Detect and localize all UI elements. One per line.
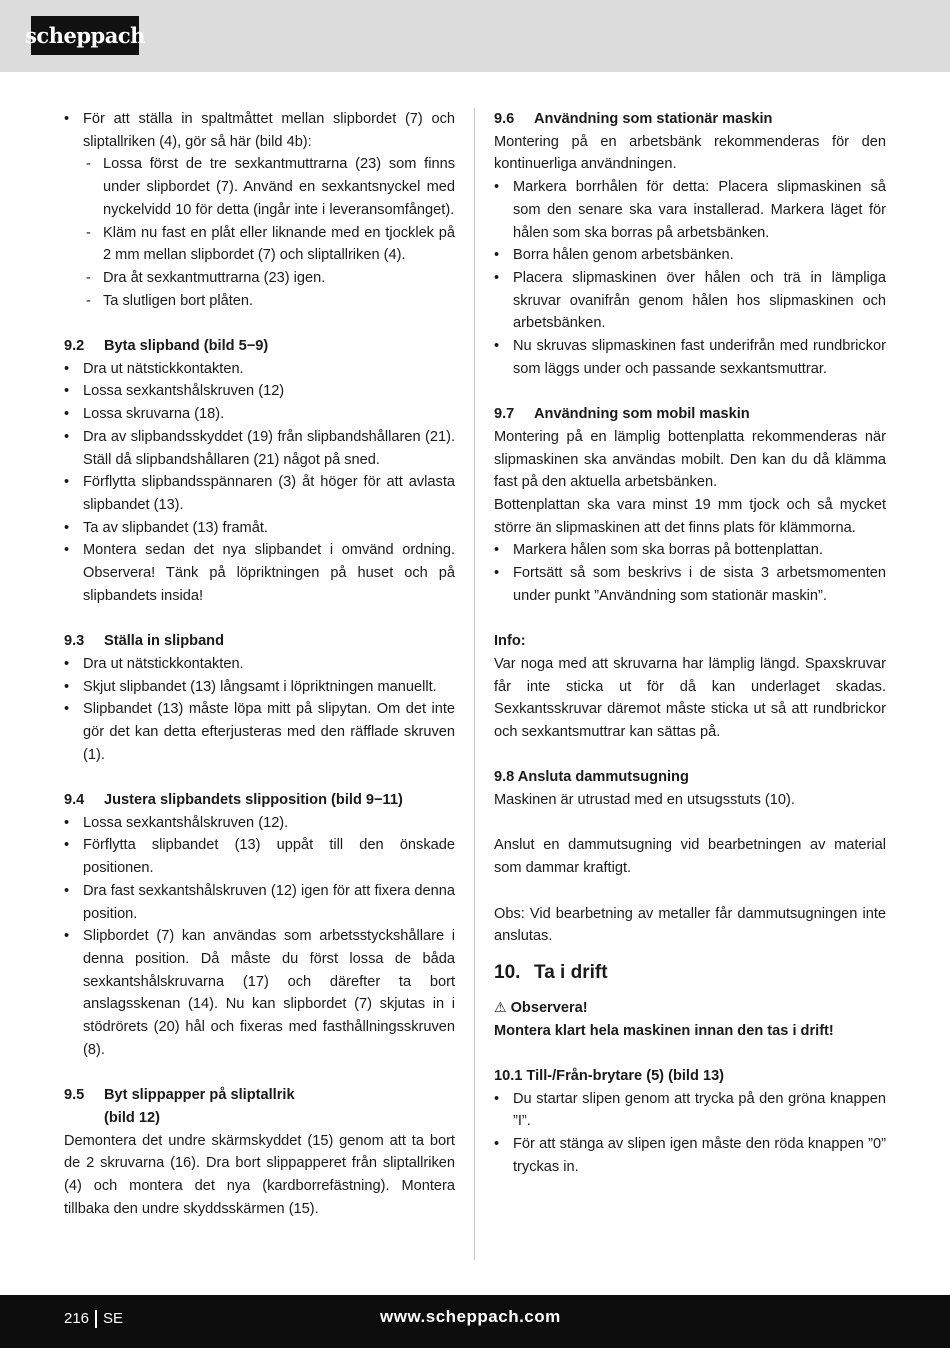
website-url: www.scheppach.com (380, 1307, 561, 1326)
list-item: • Fortsätt så som beskrivs i de sista 3 arbetsmomenten under punkt ”Användning som stationär maskin”. (494, 562, 886, 607)
list-item: • Dra ut nätstickkontakten. (64, 653, 455, 676)
section-heading: 9.4 Justera slipbandets slipposition (bild 9−11) (64, 792, 403, 809)
list-item: - Kläm nu fast en plåt eller liknande med en tjocklek på 2 mm mellan slipbordet (7) och sliptallriken (4). (64, 222, 455, 267)
list-item: • Du startar slipen genom att trycka på den gröna knappen ”I”. (494, 1088, 886, 1133)
paragraph: Bottenplattan ska vara minst 19 mm tjock och så mycket större än slipmaskinen att det finns plats för klämmorna. (494, 496, 886, 536)
column-divider (474, 108, 475, 1260)
page-header (0, 0, 950, 72)
info-heading: Info: (494, 633, 526, 650)
warning-icon: ⚠ (494, 998, 507, 1015)
list-item: • Ta av slipbandet (13) framåt. (64, 517, 455, 540)
list-item: • För att ställa in spaltmåttet mellan slipbordet (7) och sliptallriken (4), gör så här (bild 4b): (64, 108, 455, 153)
page-number: 216 (64, 1310, 90, 1327)
left-column (64, 108, 455, 1220)
section-heading: 10.1 Till-/Från-brytare (5) (bild 13) (494, 1068, 725, 1085)
list-item: • Montera sedan det nya slipbandet i omvänd ordning. Observera! Tänk på löpriktningen på huset och på slipbandets insida! (64, 539, 455, 607)
list-item: • Dra ut nätstickkontakten. (64, 358, 455, 381)
paragraph: Maskinen är utrustad med en utsugsstuts (10). (494, 792, 795, 809)
page-footer (0, 1295, 950, 1348)
list-item: • Markera borrhålen för detta: Placera slipmaskinen så som den senare ska vara installerad. Markera läget för hålen som ska borras på arbetsbänken. (494, 176, 886, 244)
list-item: • Markera hålen som ska borras på bottenplattan. (494, 539, 886, 562)
list-item: • Lossa skruvarna (18). (64, 403, 455, 426)
paragraph: Montering på en arbetsbänk rekommenderas för den kontinuerliga användningen. (494, 133, 886, 173)
list-item: • Förflytta slipbandsspännaren (3) åt höger för att avlasta slipbandet (13). (64, 471, 455, 516)
list-item: • Skjut slipbandet (13) långsamt i löpriktningen manuellt. (64, 676, 455, 699)
list-item: • Slipbandet (13) måste löpa mitt på slipytan. Om det inte gör det kan detta efterjusteras med den räfflade skruven (1). (64, 698, 455, 766)
chapter-heading: 10. Ta i drift (494, 961, 608, 983)
paragraph: Demontera det undre skärmskyddet (15) genom att ta bort de 2 skruvarna (16). Dra bort slippapperet från sliptallriken (4) och montera det nya (kardborrefästning). Montera tillbaka den undre skyddsskärmen (15). (64, 1132, 455, 1217)
section-heading: 9.6 Användning som stationär maskin (494, 111, 773, 127)
list-item: • Lossa sexkantshålskruven (12) (64, 380, 455, 403)
paragraph: Var noga med att skruvarna har lämplig längd. Spaxskruvar får inte sticka ut för då kan underlaget skadas. Sexkantsskruvar däremot måste sticka ut så att rundbrickor och sexkantsmuttrar kan sättas på. (494, 655, 886, 740)
section-heading: 9.2 Byta slipband (bild 5−9) (64, 338, 269, 355)
list-item: • Slipbordet (7) kan användas som arbetsstyckshållare i denna position. Då måste du först lossa de båda sexkantshålskruvarna (17) och därefter ta bort anslagsskenan (14). Nu kan slipbordet (7) skjutas in i stödrörets (20) hål och fixeras med fasthållningsskruven (8). (64, 925, 455, 1061)
list-item: • Placera slipmaskinen över hålen och trä in lämpliga skruvar ovanifrån genom hålen hos slipmaskinen och arbetsbänken. (494, 267, 886, 335)
section-heading: 9.7 Användning som mobil maskin (494, 406, 750, 423)
list-item: • Dra av slipbandsskyddet (19) från slipbandshållaren (21). Ställ då slipbandshållaren (21) något på sned. (64, 426, 455, 471)
warning-heading: ⚠ Observera! (494, 996, 886, 1020)
section-heading: 9.8 Ansluta dammutsugning (494, 769, 689, 786)
brand-logo: scheppach (31, 16, 139, 55)
section-heading-continued: (bild 12) (104, 1109, 160, 1126)
list-item: - Lossa först de tre sexkantmuttrarna (23) som finns under slipbordet (7). Använd en sexkantsnyckel med nyckelvidd 10 för detta (ingår inte i leveransomfånget). (64, 153, 455, 221)
right-column (494, 108, 886, 1179)
paragraph: Anslut en dammutsugning vid bearbetningen av material som dammar kraftigt. (494, 837, 886, 877)
section-heading: 9.3 Ställa in slipband (64, 633, 225, 650)
paragraph: Montering på en lämplig bottenplatta rekommenderas när slipmaskinen ska användas mobilt. Den kan du då klämma fast på den aktuella arbetsbänken. (494, 428, 886, 491)
list-item: • Förflytta slipbandet (13) uppåt till den önskade positionen. (64, 834, 455, 879)
paragraph: Obs: Vid bearbetning av metaller får dammutsugningen inte anslutas. (494, 905, 886, 945)
list-item: - Ta slutligen bort plåten. (64, 290, 455, 313)
footer-separator (95, 1310, 97, 1328)
list-item: • Borra hålen genom arbetsbänken. (494, 244, 886, 267)
list-item: • Dra fast sexkantshålskruven (12) igen för att fixera denna position. (64, 880, 455, 925)
list-item: • Lossa sexkantshålskruven (12). (64, 812, 455, 835)
language-code: SE (103, 1310, 124, 1327)
section-heading: 9.5 Byt slippapper på sliptallrik (64, 1087, 295, 1104)
list-item: • För att stänga av slipen igen måste den röda knappen ”0” tryckas in. (494, 1133, 886, 1178)
list-item: • Nu skruvas slipmaskinen fast underifrån med rundbrickor som läggs under och passande sexkantsmuttrar. (494, 335, 886, 380)
list-item: - Dra åt sexkantmuttrarna (23) igen. (64, 267, 455, 290)
warning-text: Montera klart hela maskinen innan den tas i drift! (494, 1022, 834, 1039)
